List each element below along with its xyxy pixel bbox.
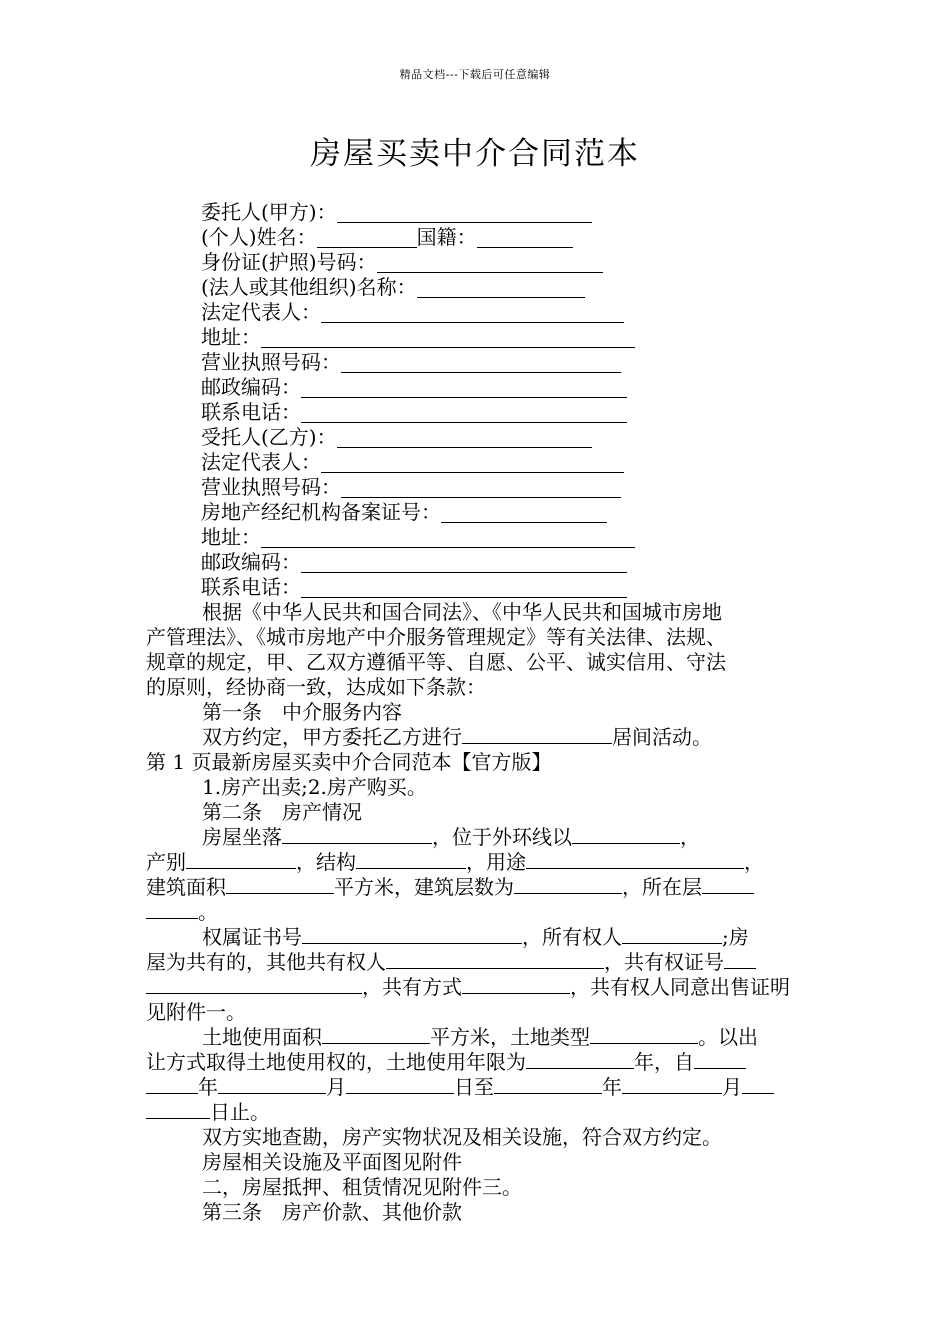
field-postcode-a bbox=[201, 375, 627, 400]
field-principal bbox=[201, 200, 592, 225]
article-heading: 第二条 房产情况 bbox=[202, 800, 362, 824]
blank-line[interactable] bbox=[386, 950, 604, 969]
field-label: 营业执照号码： bbox=[201, 350, 341, 374]
body-text: ，所在层 bbox=[622, 875, 702, 899]
field-postcode-b bbox=[201, 550, 627, 575]
blank-line[interactable] bbox=[526, 850, 744, 869]
blank-line[interactable] bbox=[321, 452, 624, 473]
blank-line[interactable] bbox=[186, 850, 296, 869]
field-agent bbox=[201, 425, 592, 450]
field-label: 身份证(护照)号码： bbox=[201, 250, 377, 274]
field-label: 委托人(甲方)： bbox=[201, 200, 337, 224]
article-heading: 第一条 中介服务内容 bbox=[202, 700, 402, 724]
field-phone-b bbox=[201, 575, 627, 600]
blank-line[interactable] bbox=[477, 227, 573, 248]
body-text: ，共有方式 bbox=[362, 975, 462, 999]
blank-line[interactable] bbox=[302, 925, 522, 944]
field-label: 法定代表人： bbox=[201, 300, 321, 324]
blank-line[interactable] bbox=[526, 1050, 634, 1069]
body-text: 月 bbox=[326, 1075, 346, 1099]
field-label: (个人)姓名： bbox=[201, 225, 317, 249]
field-address-a bbox=[201, 325, 635, 350]
body-text: 。以出 bbox=[698, 1025, 758, 1049]
blank-line[interactable] bbox=[514, 875, 622, 894]
article-heading: 第三条 房产价款、其他价款 bbox=[202, 1200, 462, 1224]
body-text: ，所有权人 bbox=[522, 925, 622, 949]
blank-line[interactable] bbox=[622, 925, 722, 944]
blank-line[interactable] bbox=[146, 975, 362, 994]
body-text: 。 bbox=[198, 900, 218, 924]
field-org-name bbox=[201, 275, 585, 300]
body-line: 1.房产出卖;2.房产购买。 bbox=[202, 775, 427, 799]
blank-line[interactable] bbox=[356, 850, 466, 869]
blank-line[interactable] bbox=[441, 502, 607, 523]
body-text: 年 bbox=[198, 1075, 218, 1099]
blank-line[interactable] bbox=[282, 825, 432, 844]
preamble-line: 根据《中华人民共和国合同法》、《中华人民共和国城市房地 bbox=[202, 600, 722, 624]
blank-line[interactable] bbox=[341, 477, 621, 498]
field-legal-rep-b bbox=[201, 450, 624, 475]
blank-line[interactable] bbox=[317, 227, 417, 248]
body-line bbox=[146, 950, 816, 975]
body-line bbox=[146, 1075, 816, 1100]
body-text: ，共有权证号 bbox=[604, 950, 724, 974]
body-line bbox=[146, 875, 816, 900]
document-title: 房屋买卖中介合同范本 bbox=[310, 136, 640, 172]
blank-line[interactable] bbox=[346, 1075, 454, 1094]
body-text: 产别 bbox=[146, 850, 186, 874]
blank-line[interactable] bbox=[417, 277, 585, 298]
body-text: 权属证书号 bbox=[202, 925, 302, 949]
field-filing-number bbox=[201, 500, 607, 525]
blank-line[interactable] bbox=[301, 402, 627, 423]
field-label: 联系电话： bbox=[201, 400, 301, 424]
body-text: 居间活动。 bbox=[612, 725, 712, 749]
blank-line[interactable] bbox=[462, 725, 612, 744]
body-text: ，位于外环线以 bbox=[432, 825, 572, 849]
field-address-b bbox=[201, 525, 635, 550]
body-text: 平方米，土地类型 bbox=[430, 1025, 590, 1049]
blank-line[interactable] bbox=[146, 1100, 210, 1119]
body-text: 屋为共有的，其他共有权人 bbox=[146, 950, 386, 974]
body-text: 土地使用面积 bbox=[202, 1025, 322, 1049]
blank-line[interactable] bbox=[702, 875, 754, 894]
page-header: 精品文档---下载后可任意编辑 bbox=[399, 68, 551, 81]
preamble-line: 规章的规定，甲、乙双方遵循平等、自愿、公平、诚实信用、守法 bbox=[146, 650, 726, 674]
blank-line[interactable] bbox=[377, 252, 603, 273]
body-line bbox=[146, 925, 816, 950]
page-footer: 第 1 页最新房屋买卖中介合同范本【官方版】 bbox=[146, 750, 552, 774]
body-text: 让方式取得土地使用权的，土地使用年限为 bbox=[146, 1050, 526, 1074]
field-label: 国籍： bbox=[416, 225, 477, 249]
field-label: 邮政编码： bbox=[201, 375, 301, 399]
field-id-number bbox=[201, 250, 603, 275]
contract-body bbox=[146, 600, 816, 1225]
body-text: 日止。 bbox=[210, 1100, 270, 1124]
body-line bbox=[146, 1050, 816, 1075]
body-line: 房屋相关设施及平面图见附件 bbox=[202, 1150, 462, 1174]
field-label: 地址： bbox=[201, 525, 261, 549]
body-text: 平方米，建筑层数为 bbox=[334, 875, 514, 899]
blank-line[interactable] bbox=[572, 825, 680, 844]
blank-line[interactable] bbox=[261, 327, 635, 348]
body-text: ， bbox=[680, 825, 700, 849]
blank-line[interactable] bbox=[301, 577, 627, 598]
field-name-nationality bbox=[201, 225, 573, 250]
body-text: 建筑面积 bbox=[146, 875, 226, 899]
blank-line[interactable] bbox=[341, 352, 621, 373]
preamble-line: 的原则，经协商一致，达成如下条款： bbox=[146, 675, 486, 699]
field-label: 邮政编码： bbox=[201, 550, 301, 574]
blank-line[interactable] bbox=[724, 950, 756, 969]
field-license-b bbox=[201, 475, 621, 500]
body-line: 二，房屋抵押、租赁情况见附件三。 bbox=[202, 1175, 522, 1199]
blank-line[interactable] bbox=[494, 1075, 602, 1094]
body-text: 房屋坐落 bbox=[202, 825, 282, 849]
field-label: 地址： bbox=[201, 325, 261, 349]
body-line bbox=[146, 1100, 816, 1125]
body-line bbox=[146, 850, 816, 875]
blank-line[interactable] bbox=[742, 1075, 774, 1094]
blank-line[interactable] bbox=[218, 1075, 326, 1094]
body-line bbox=[146, 900, 816, 925]
blank-line[interactable] bbox=[694, 1050, 746, 1069]
body-line: 见附件一。 bbox=[146, 1000, 246, 1024]
blank-line[interactable] bbox=[622, 1075, 722, 1094]
blank-line[interactable] bbox=[226, 875, 334, 894]
field-phone-a bbox=[201, 400, 627, 425]
body-text: 年 bbox=[602, 1075, 622, 1099]
body-line bbox=[146, 825, 816, 850]
preamble-line: 产管理法》、《城市房地产中介服务管理规定》等有关法律、法规、 bbox=[146, 625, 726, 649]
body-text: 日至 bbox=[454, 1075, 494, 1099]
blank-line[interactable] bbox=[337, 427, 592, 448]
field-label: 房地产经纪机构备案证号： bbox=[201, 500, 441, 524]
body-text: ，用途 bbox=[466, 850, 526, 874]
field-label: (法人或其他组织)名称： bbox=[201, 275, 417, 299]
blank-line[interactable] bbox=[321, 302, 624, 323]
blank-line[interactable] bbox=[301, 552, 627, 573]
blank-line[interactable] bbox=[146, 900, 198, 919]
field-label: 法定代表人： bbox=[201, 450, 321, 474]
body-line: 双方实地查勘，房产实物状况及相关设施，符合双方约定。 bbox=[202, 1125, 722, 1149]
field-legal-rep-a bbox=[201, 300, 624, 325]
body-text: 年，自 bbox=[634, 1050, 694, 1074]
body-line bbox=[146, 975, 816, 1000]
blank-line[interactable] bbox=[322, 1025, 430, 1044]
body-line bbox=[146, 725, 816, 750]
body-text: ;房 bbox=[722, 925, 749, 949]
blank-line[interactable] bbox=[146, 1075, 198, 1094]
body-text: 双方约定，甲方委托乙方进行 bbox=[202, 725, 462, 749]
field-label: 受托人(乙方)： bbox=[201, 425, 337, 449]
body-line bbox=[146, 1025, 816, 1050]
body-text: 月 bbox=[722, 1075, 742, 1099]
body-text: ，共有权人同意出售证明 bbox=[570, 975, 790, 999]
body-text: ， bbox=[744, 850, 764, 874]
blank-line[interactable] bbox=[590, 1025, 698, 1044]
body-text: ，结构 bbox=[296, 850, 356, 874]
blank-line[interactable] bbox=[301, 377, 627, 398]
field-label: 营业执照号码： bbox=[201, 475, 341, 499]
blank-line[interactable] bbox=[462, 975, 570, 994]
blank-line[interactable] bbox=[261, 527, 635, 548]
field-license-a bbox=[201, 350, 621, 375]
field-label: 联系电话： bbox=[201, 575, 301, 599]
blank-line[interactable] bbox=[337, 202, 592, 223]
